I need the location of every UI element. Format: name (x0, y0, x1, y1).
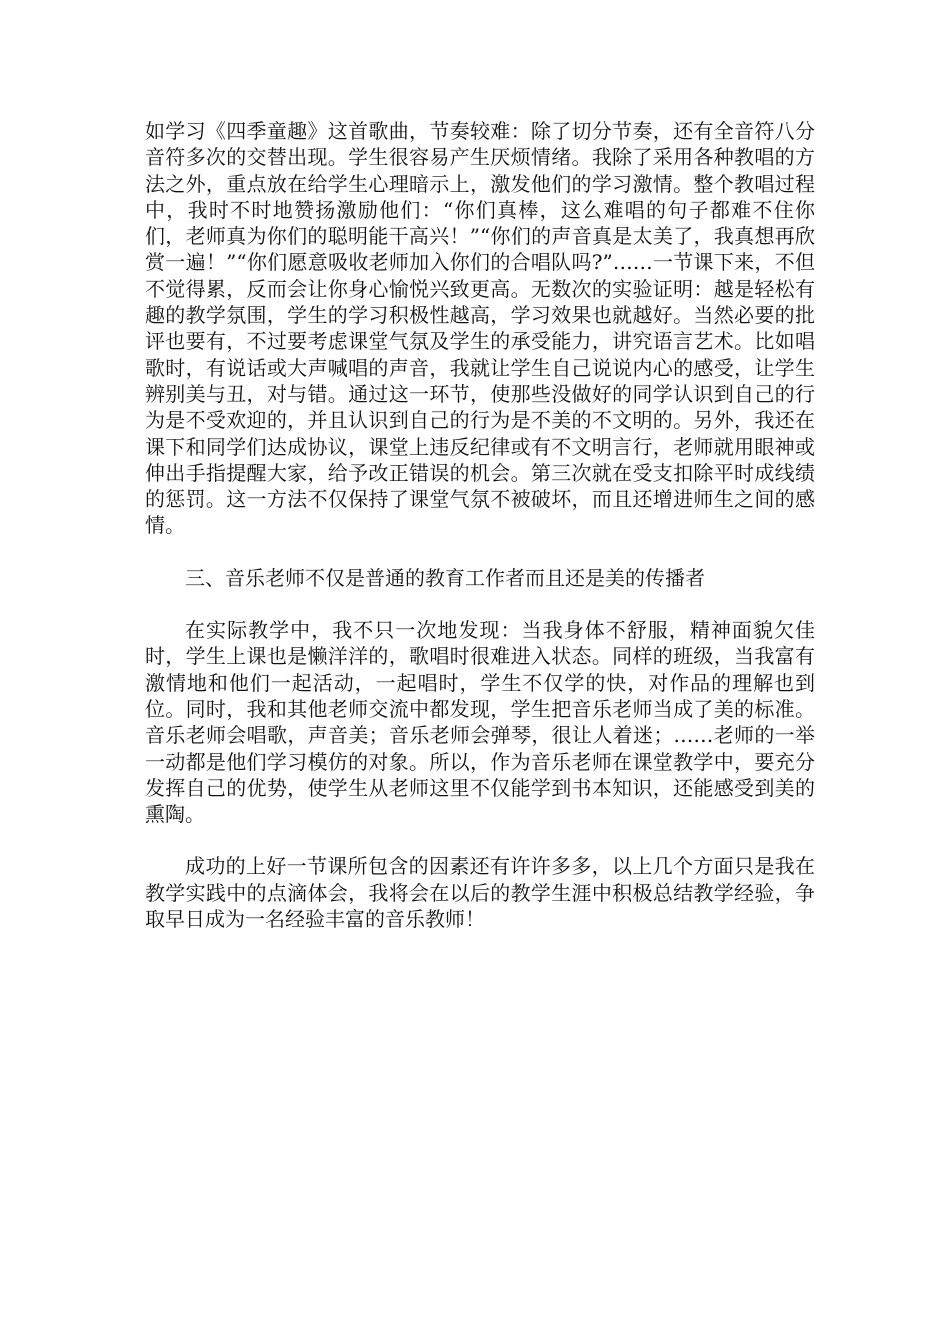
body-paragraph-2: 在实际教学中，我不只一次地发现：当我身体不舒服，精神面貌欠佳时，学生上课也是懒洋洋的，歌唱时很难进入状态。同样的班级，当我富有激情地和他们一起活动，一起唱时，学生不仅学的快，对作品的理解也到位。同时，我和其他老师交流中都发现，学生把音乐老师当成了美的标准。音乐老师会唱歌，声音美；音乐老师会弹琴，很让人着迷；……老师的一举一动都是他们学习模仿的对象。所以，作为音乐老师在课堂教学中，要充分发挥自己的优势，使学生从老师这里不仅能学到书本知识，还能感受到美的熏陶。 (145, 618, 815, 827)
body-paragraph-1: 如学习《四季童趣》这首歌曲，节奏较难：除了切分节奏，还有全音符八分音符多次的交替出现。学生很容易产生厌烦情绪。我除了采用各种教唱的方法之外，重点放在给学生心理暗示上，激发他们的学习激情。整个教唱过程中，我时不时地赞扬激励他们：“你们真棒，这么难唱的句子都难不住你们，老师真为你们的聪明能干高兴！”“你们的声音真是太美了，我真想再欣赏一遍！”“你们愿意吸收老师加入你们的合唱队吗?”……一节课下来，不但不觉得累，反而会让你身心愉悦兴致更高。无数次的实验证明：越是轻松有趣的教学氛围，学生的学习积极性越高，学习效果也就越好。当然必要的批评也要有，不过要考虑课堂气氛及学生的承受能力，讲究语言艺术。比如唱歌时，有说话或大声喊唱的声音，我就让学生自己说说内心的感受，让学生辨别美与丑，对与错。通过这一环节，使那些没做好的同学认识到自己的行为是不受欢迎的，并且认识到自己的行为是不美的不文明的。另外，我还在课下和同学们达成协议，课堂上违反纪律或有不文明言行，老师就用眼神或伸出手指提醒大家，给予改正错误的机会。第三次就在受支扣除平时成线绩的惩罚。这一方法不仅保持了课堂气氛不被破坏，而且还增进师生之间的感情。 (145, 119, 815, 538)
document-body (145, 118, 815, 932)
section-heading: 三、音乐老师不仅是普通的教育工作者而且还是美的传播者 (185, 565, 705, 590)
body-paragraph-3: 成功的上好一节课所包含的因素还有许许多多，以上几个方面只是我在教学实践中的点滴体会，我将会在以后的教学生涯中积极总结教学经验，争取早日成为一名经验丰富的音乐教师！ (145, 854, 815, 932)
